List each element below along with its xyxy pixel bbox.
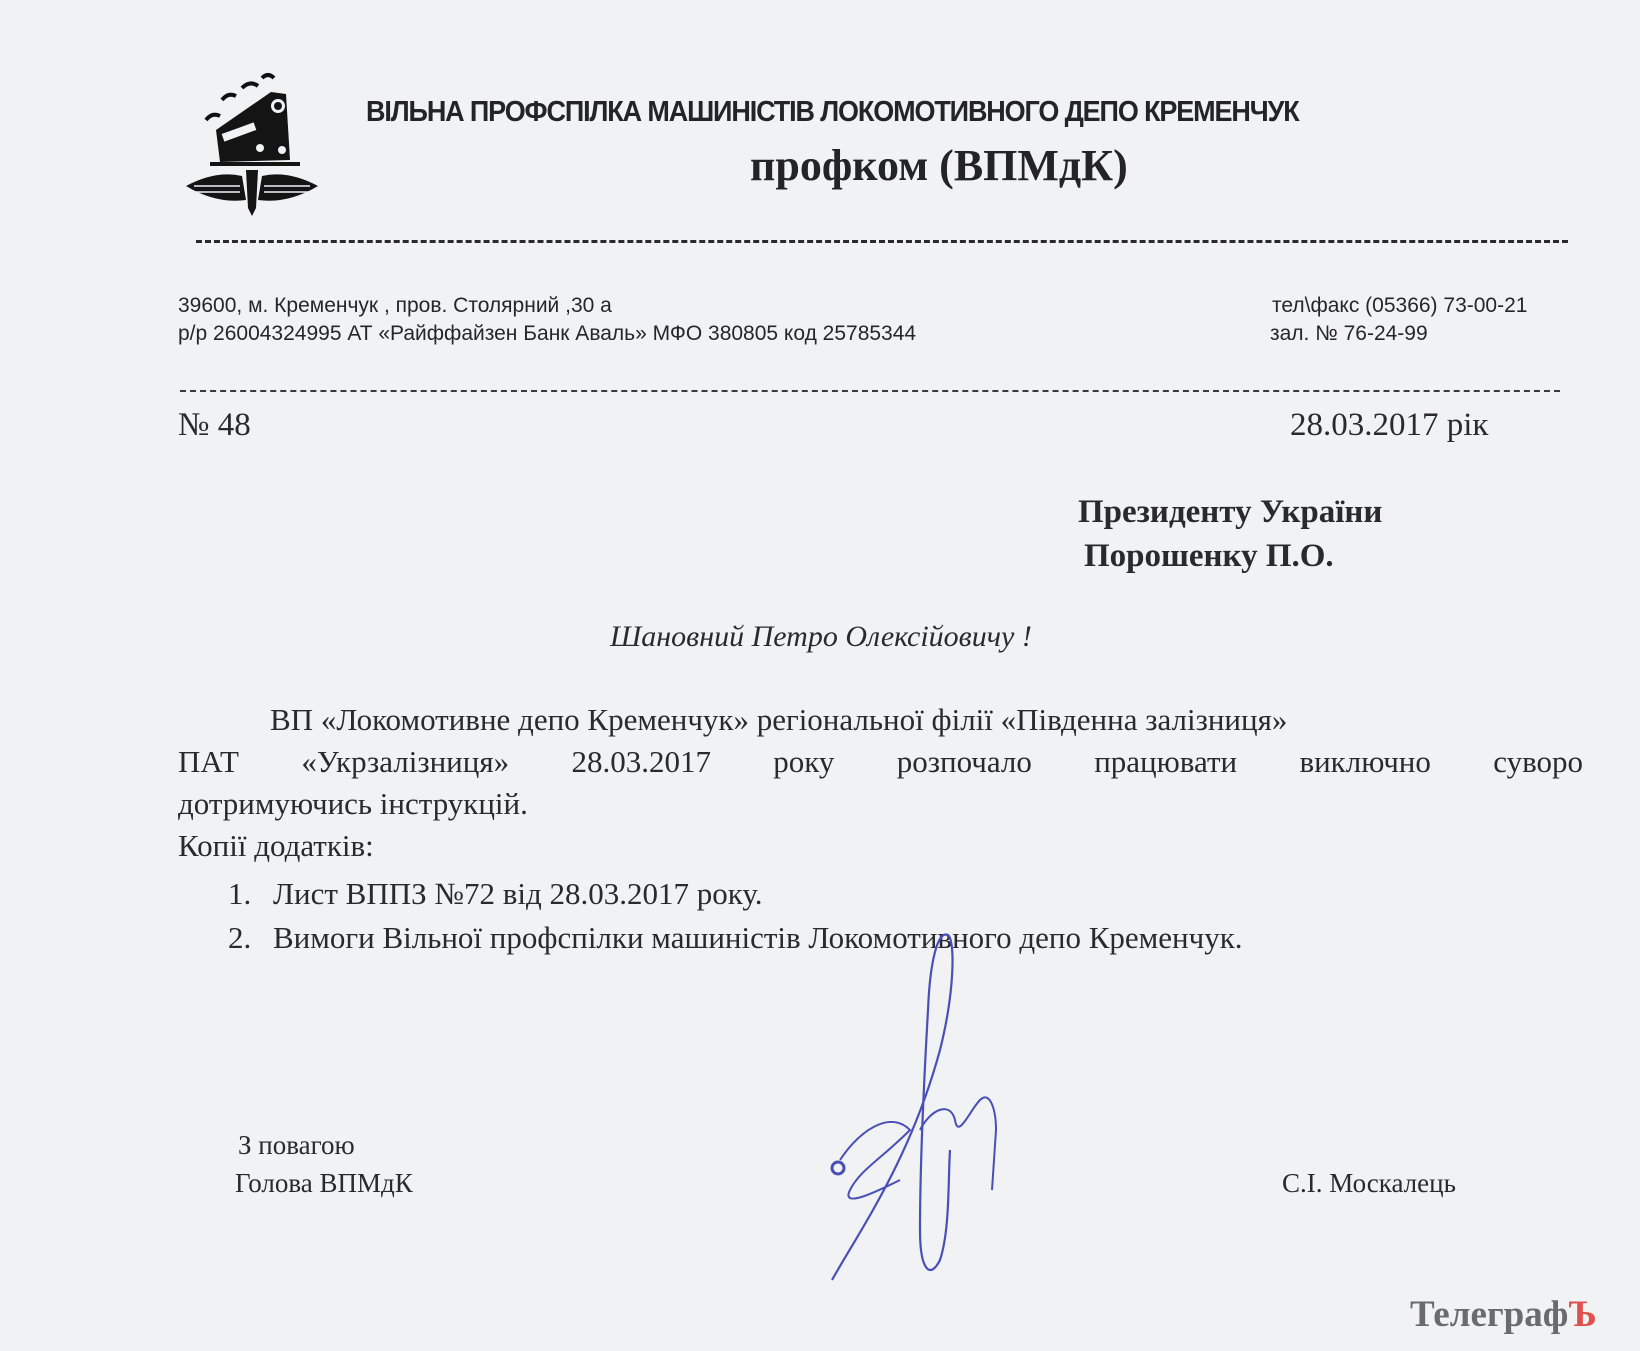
signer-name: С.І. Москалець <box>1282 1168 1456 1198</box>
attachment-item <box>228 918 1243 958</box>
address-line: 39600, м. Кременчук , пров. Столярний ,30 а <box>178 294 612 317</box>
document-number: № 48 <box>178 407 251 443</box>
handwritten-signature <box>820 930 1020 1290</box>
greeting: Шановний Петро Олексійовичу ! <box>610 620 1032 653</box>
paragraph-line-1: ВП «Локомотивне депо Кременчук» регіональної філії «Південна залізниця» <box>270 702 1288 737</box>
attachment-text: Лист ВППЗ №72 від 28.03.2017 року. <box>273 876 763 911</box>
attachment-item <box>228 874 763 914</box>
document-date: 28.03.2017 рік <box>1290 407 1489 443</box>
watermark-accent-letter: Ъ <box>1568 1294 1597 1335</box>
locomotive-logo-icon <box>186 70 318 220</box>
organization-subtitle: профком (ВПМдК) <box>750 141 1128 190</box>
attachments-label: Копії додатків: <box>178 828 374 863</box>
organization-name: ВІЛЬНА ПРОФСПІЛКА МАШИНІСТІВ ЛОКОМОТИВНОГО ДЕПО КРЕМЕНЧУК <box>366 96 1299 128</box>
paragraph-line-3: дотримуючись інструкцій. <box>178 786 528 821</box>
attachment-number: 1. <box>228 876 252 911</box>
recipient-line-2: Порошенку П.О. <box>1084 538 1334 574</box>
header-divider <box>196 240 1568 243</box>
phone-fax-line: тел\факс (05366) 73-00-21 <box>1272 294 1528 317</box>
closing-phrase: З повагою <box>238 1130 355 1160</box>
bank-details-line: р/р 26004324995 АТ «Райффайзен Банк Аваль» МФО 380805 код 25785344 <box>178 322 917 345</box>
contacts-divider <box>180 390 1560 392</box>
recipient-line-1: Президенту України <box>1078 494 1383 530</box>
paragraph-line-2: ПАТ «Укрзалізниця» 28.03.2017 року розпочало працювати виключно суворо <box>178 744 1583 779</box>
telegraf-watermark-logo <box>1410 1293 1597 1336</box>
attachment-text: Вимоги Вільної профспілки машиністів Локомотивного депо Кременчук. <box>273 920 1243 955</box>
hall-phone-line: зал. № 76-24-99 <box>1270 322 1428 345</box>
attachment-number: 2. <box>228 920 252 955</box>
signer-title: Голова ВПМдК <box>235 1168 413 1198</box>
watermark-text: Телеграф <box>1410 1294 1569 1335</box>
